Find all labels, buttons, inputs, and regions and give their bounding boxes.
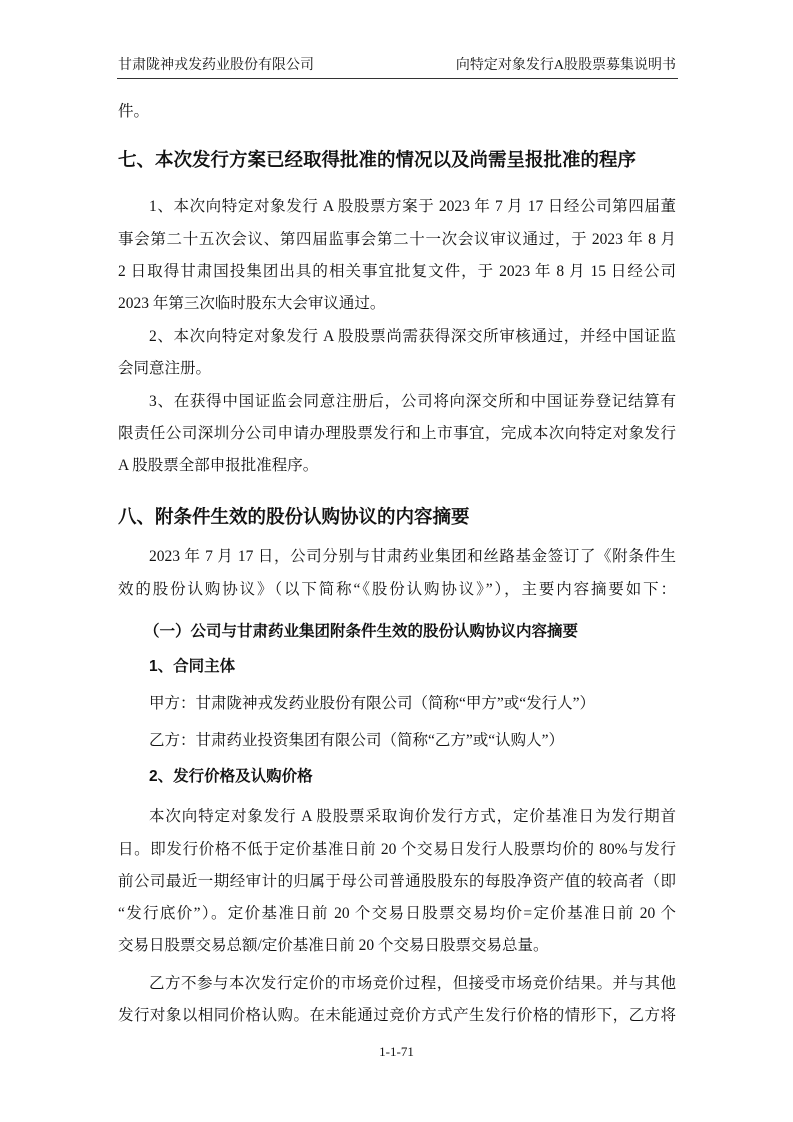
paragraph-line: 3、在获得中国证监会同意注册后，公司将向深交所和中国证券登记结算有 — [149, 393, 676, 410]
paragraph-line: 发行对象以相同价格认购。在未能通过竞价方式产生发行价格的情形下，乙方将 — [118, 1007, 676, 1024]
paragraph-line: A 股股票全部申报批准程序。 — [118, 457, 319, 474]
paragraph-line: 2023 年 7 月 17 日，公司分别与甘肃药业集团和丝路基金签订了《附条件生 — [149, 548, 676, 565]
paragraph-line: 会同意注册。 — [118, 360, 212, 377]
carryover-text: 件。 — [118, 103, 150, 120]
paragraph-line: 日。即发行价格不低于定价基准日前 20 个交易日发行人股票均价的 80%与发行 — [118, 841, 676, 858]
party-a: 甲方：甘肃陇神戎发药业股份有限公司（简称“甲方”或“发行人”） — [149, 695, 596, 712]
header-divider — [117, 78, 678, 79]
paragraph-line: 效的股份认购协议》（以下简称“《股份认购协议》”），主要内容摘要如下： — [118, 581, 676, 598]
paragraph-line: 事会第二十五次会议、第四届监事会第二十一次会议审议通过，于 2023 年 8 月 — [118, 231, 676, 248]
paragraph-line: 限责任公司深圳分公司申请办理股票发行和上市事宜，完成本次向特定对象发行 — [118, 425, 676, 442]
paragraph-line: 前公司最近一期经审计的归属于母公司普通股股东的每股净资产值的较高者（即 — [118, 873, 676, 890]
paragraph-line: 2023 年第三次临时股东大会审议通过。 — [118, 295, 386, 312]
page-number: 1-1-71 — [379, 1044, 414, 1059]
header-company: 甘肃陇神戎发药业股份有限公司 — [118, 58, 314, 73]
paragraph-line: 1、本次向特定对象发行 A 股股票方案于 2023 年 7 月 17 日经公司第四届董 — [149, 198, 676, 215]
paragraph-line: 2、本次向特定对象发行 A 股股票尚需获得深交所审核通过，并经中国证监 — [149, 328, 676, 345]
party-b: 乙方：甘肃药业投资集团有限公司（简称“乙方”或“认购人”） — [149, 732, 565, 749]
header-document-title: 向特定对象发行A股股票募集说明书 — [455, 58, 676, 73]
paragraph-line: 本次向特定对象发行 A 股股票采取询价发行方式，定价基准日为发行期首 — [149, 808, 676, 825]
item-heading-price: 2、发行价格及认购价格 — [149, 768, 313, 785]
paragraph-line: 交易日股票交易总额/定价基准日前 20 个交易日股票交易总量。 — [118, 937, 549, 954]
subsection-heading: （一）公司与甘肃药业集团附条件生效的股份认购协议内容摘要 — [144, 623, 579, 640]
paragraph-line: 2 日取得甘肃国投集团出具的相关事宜批复文件，于 2023 年 8 月 15 日经公司 — [118, 263, 676, 280]
section-8-heading: 八、附条件生效的股份认购协议的内容摘要 — [118, 506, 470, 527]
section-7-heading: 七、本次发行方案已经取得批准的情况以及尚需呈报批准的程序 — [118, 149, 637, 170]
item-heading-parties: 1、合同主体 — [149, 658, 236, 675]
paragraph-line: 乙方不参与本次发行定价的市场竞价过程，但接受市场竞价结果。并与其他 — [149, 975, 676, 992]
paragraph-line: “发行底价”）。定价基准日前 20 个交易日股票交易均价=定价基准日前 20 个 — [118, 905, 676, 922]
